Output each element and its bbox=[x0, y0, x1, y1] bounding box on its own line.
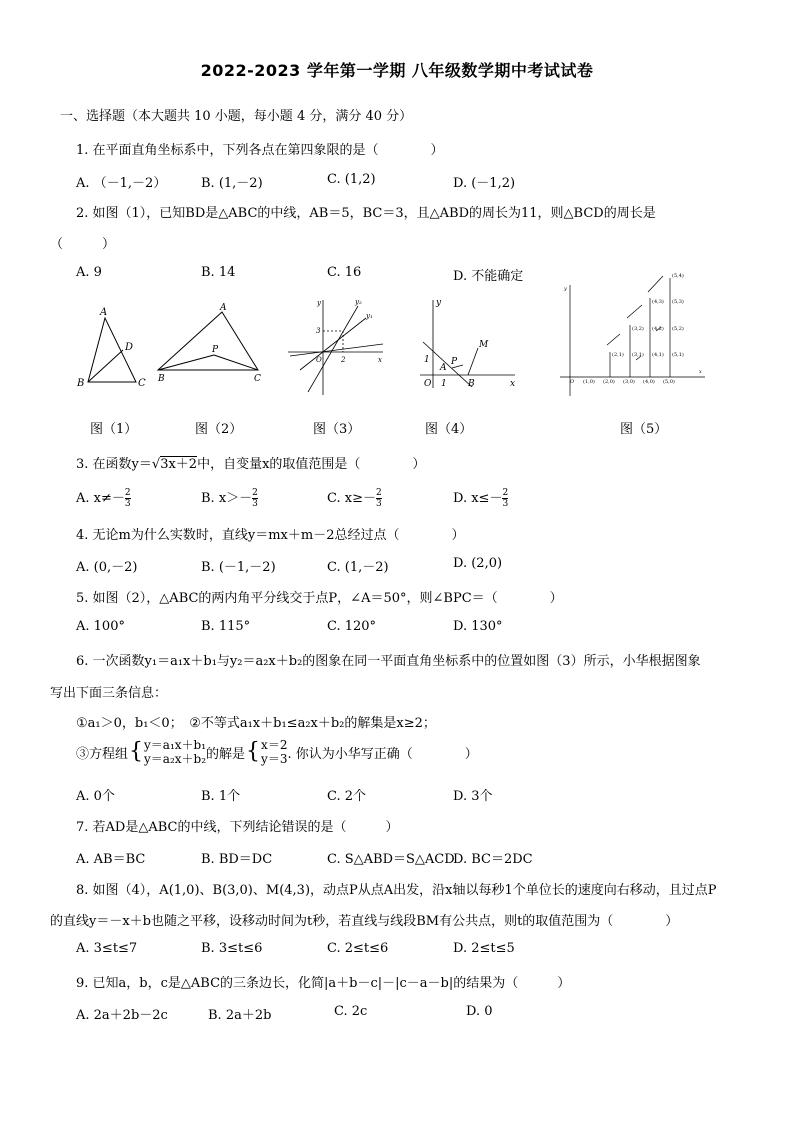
question-4-options bbox=[76, 556, 756, 576]
exam-title: 2022-2023 学年第一学期 八年级数学期中考试试卷 bbox=[200, 61, 594, 80]
fig1-label-a: A bbox=[100, 307, 108, 318]
fig5-label-31: (3,1) bbox=[632, 352, 644, 358]
option-d: D. BC＝2DC bbox=[453, 852, 533, 867]
q6-info2-mid: 的解是 bbox=[206, 746, 246, 762]
question-6-stem: 6. 一次函数y₁＝a₁x＋b₁与y₂＝a₂x＋b₂的图象在同一平面直角坐标系中的位置如图（3）所示，小华根据图象 bbox=[76, 654, 701, 669]
question-2-stem-cont: （ ） bbox=[50, 237, 116, 252]
fig5-label-43: (4,3) bbox=[652, 299, 664, 305]
fig1-label-c: C bbox=[138, 378, 146, 389]
q6-info2-post: . 你认为小华写正确（ ） bbox=[287, 746, 478, 762]
question-7-stem: 7. 若AD是△ABC的中线，下列结论错误的是（ ） bbox=[76, 820, 399, 835]
question-9-options bbox=[76, 1004, 756, 1024]
option-d: D. x≤－ $\frac{2}{3}$ bbox=[453, 488, 509, 509]
brace-icon: { bbox=[129, 739, 144, 764]
fig3-label-y: y bbox=[317, 299, 321, 307]
question-3-options bbox=[76, 487, 756, 507]
question-8-stem-cont: 的直线y＝－x＋b也随之平移，设移动时间为t秒，若直线与线段BM有公共点，则t的取值范围为（ ） bbox=[50, 914, 679, 929]
brace-icon: { bbox=[246, 739, 261, 764]
option-b: B. 115° bbox=[201, 619, 251, 634]
figure-4-caption: 图（4） bbox=[425, 422, 473, 437]
fig5-label-y: y bbox=[564, 286, 567, 292]
option-c: C. 2≤t≤6 bbox=[327, 941, 389, 956]
figure-5-graph bbox=[560, 276, 705, 396]
q6-solution: x＝2 y＝3 bbox=[261, 738, 288, 766]
option-a: A. 100° bbox=[76, 619, 125, 634]
fig2-label-c: C bbox=[254, 374, 261, 384]
fig3-label-x: x bbox=[378, 356, 382, 364]
figure-4-graph bbox=[420, 300, 515, 388]
fig5-label-50: (5,0) bbox=[663, 379, 675, 385]
figure-2-caption: 图（2） bbox=[195, 422, 243, 437]
option-d: D. 不能确定 bbox=[453, 269, 524, 284]
fig5-label-54: (5,4) bbox=[672, 273, 684, 279]
question-6-stem-cont: 写出下面三条信息： bbox=[50, 686, 168, 701]
fig2-label-p: P bbox=[212, 345, 219, 355]
fig1-label-b: B bbox=[77, 378, 85, 389]
fig3-label-y2: y₂ bbox=[355, 298, 362, 306]
option-c: C. (1,－2) bbox=[327, 560, 389, 575]
option-b: B. (1,－2) bbox=[201, 176, 263, 191]
question-6-info-1: ①a₁＞0，b₁＜0； ②不等式a₁x＋b₁≤a₂x＋b₂的解集是x≥2； bbox=[76, 716, 436, 731]
fig5-label-21: (2,1) bbox=[612, 352, 624, 358]
option-c: C. 2个 bbox=[327, 789, 367, 804]
fig5-label-o: O bbox=[570, 379, 575, 385]
fig5-label-30: (3,0) bbox=[623, 379, 635, 385]
fig2-label-a: A bbox=[220, 303, 227, 313]
option-b: B. BD＝DC bbox=[201, 852, 273, 867]
option-c: C. 120° bbox=[327, 619, 377, 634]
fig4-label-a: A bbox=[440, 363, 447, 373]
option-a: A. （－1,－2） bbox=[76, 176, 167, 191]
fig3-label-3: 3 bbox=[316, 327, 321, 335]
q6-info2-pre: ③方程组 bbox=[76, 746, 129, 762]
option-b: B. 3≤t≤6 bbox=[201, 941, 263, 956]
fig4-label-1y: 1 bbox=[424, 355, 430, 365]
fig4-label-1x: 1 bbox=[441, 379, 447, 389]
fig5-label-42: (4,2) bbox=[652, 326, 664, 332]
fig5-label-32: (3,2) bbox=[632, 326, 644, 332]
option-d: D. (2,0) bbox=[453, 556, 503, 571]
q3-radicand: 3x＋2 bbox=[160, 457, 198, 472]
option-c: C. 2c bbox=[334, 1004, 368, 1019]
option-c: C. (1,2) bbox=[327, 172, 376, 187]
q6-system: y＝a₁x＋b₁ y＝a₂x＋b₂ bbox=[144, 738, 207, 766]
fig4-label-p: P bbox=[451, 357, 458, 367]
option-a: A. (0,－2) bbox=[76, 560, 138, 575]
fig3-label-2: 2 bbox=[341, 356, 346, 364]
option-b: B. 14 bbox=[201, 265, 236, 280]
figure-1-caption: 图（1） bbox=[90, 422, 138, 437]
fig5-label-52: (5,2) bbox=[672, 326, 684, 332]
fig3-label-o: O bbox=[316, 356, 322, 364]
option-c: C. S△ABD＝S△ACD bbox=[327, 852, 455, 867]
fig5-label-20: (2,0) bbox=[603, 379, 615, 385]
question-5-stem: 5. 如图（2），△ABC的两内角平分线交于点P，∠A＝50°，则∠BPC＝（ ） bbox=[76, 591, 563, 606]
option-a: A. AB＝BC bbox=[76, 852, 146, 867]
fig2-label-b: B bbox=[158, 374, 165, 384]
figure-5-caption: 图（5） bbox=[620, 422, 668, 437]
option-d: D. 3个 bbox=[453, 789, 493, 804]
option-d: D. 2≤t≤5 bbox=[453, 941, 515, 956]
question-8-options bbox=[76, 941, 756, 961]
question-8-stem: 8. 如图（4），A(1,0)、B(3,0)、M(4,3)，动点P从点A出发，沿x轴以每秒1个单位长的速度向右移动，且过点P bbox=[76, 883, 717, 898]
option-a: A. 9 bbox=[76, 265, 102, 280]
fig1-label-d: D bbox=[125, 342, 134, 353]
q3-stem-post: 中，自变量x的取值范围是（ ） bbox=[197, 457, 426, 472]
fig4-label-y: y bbox=[436, 298, 442, 308]
figure-2-triangle bbox=[158, 312, 258, 370]
fig5-label-10: (1,0) bbox=[583, 379, 595, 385]
question-6-info-2 bbox=[76, 738, 478, 766]
option-a: A. 2a＋2b－2c bbox=[76, 1008, 168, 1023]
fig5-label-41: (4,1) bbox=[652, 352, 664, 358]
q3-stem-pre: 3. 在函数y＝ bbox=[76, 457, 152, 472]
question-9-stem: 9. 已知a，b，c是△ABC的三条边长，化简|a＋b－c|－|c－a－b|的结果为（ ） bbox=[76, 976, 571, 991]
question-4-stem: 4. 无论m为什么实数时，直线y＝mx＋m－2总经过点（ ） bbox=[76, 528, 465, 543]
option-c: C. x≥－ $\frac{2}{3}$ bbox=[327, 488, 382, 509]
fig5-point-labels bbox=[563, 272, 702, 385]
option-b: B. 2a＋2b bbox=[208, 1008, 272, 1023]
option-d: D. 130° bbox=[453, 619, 503, 634]
option-a: A. 0个 bbox=[76, 789, 115, 804]
question-2-stem: 2. 如图（1），已知BD是△ABC的中线，AB＝5，BC＝3，且△ABD的周长为11，则△BCD的周长是 bbox=[76, 206, 656, 221]
question-5-options bbox=[76, 619, 756, 639]
option-c: C. 16 bbox=[327, 265, 362, 280]
option-a: A. 3≤t≤7 bbox=[76, 941, 138, 956]
option-a: A. x≠－ $\frac{2}{3}$ bbox=[76, 488, 131, 509]
fig4-label-o: O bbox=[424, 379, 432, 389]
question-1-stem: 1. 在平面直角坐标系中，下列各点在第四象限的是（ ） bbox=[76, 143, 444, 158]
fig4-label-x: x bbox=[510, 379, 516, 389]
fig5-label-x: x bbox=[699, 369, 702, 375]
question-7-options bbox=[76, 848, 756, 868]
question-6-options bbox=[76, 785, 756, 805]
sqrt-symbol: √ bbox=[151, 457, 161, 472]
option-b: B. x＞－ $\frac{2}{3}$ bbox=[201, 488, 258, 509]
question-3-stem bbox=[76, 453, 425, 472]
fig4-label-m: M bbox=[479, 340, 489, 350]
fig5-label-40: (4,0) bbox=[643, 379, 655, 385]
fig4-label-b: B bbox=[468, 379, 475, 389]
fig3-label-y1: y₁ bbox=[366, 312, 373, 320]
option-b: B. 1个 bbox=[201, 789, 241, 804]
fig5-label-51: (5,1) bbox=[672, 352, 684, 358]
option-b: B. (－1,－2) bbox=[201, 560, 276, 575]
option-d: D. (－1,2) bbox=[453, 176, 516, 191]
fig5-label-53: (5,3) bbox=[672, 299, 684, 305]
figures-row bbox=[0, 0, 794, 420]
option-d: D. 0 bbox=[466, 1004, 493, 1019]
figure-3-caption: 图（3） bbox=[313, 422, 361, 437]
section-heading: 一、选择题（本大题共 10 小题，每小题 4 分，满分 40 分） bbox=[60, 109, 413, 124]
